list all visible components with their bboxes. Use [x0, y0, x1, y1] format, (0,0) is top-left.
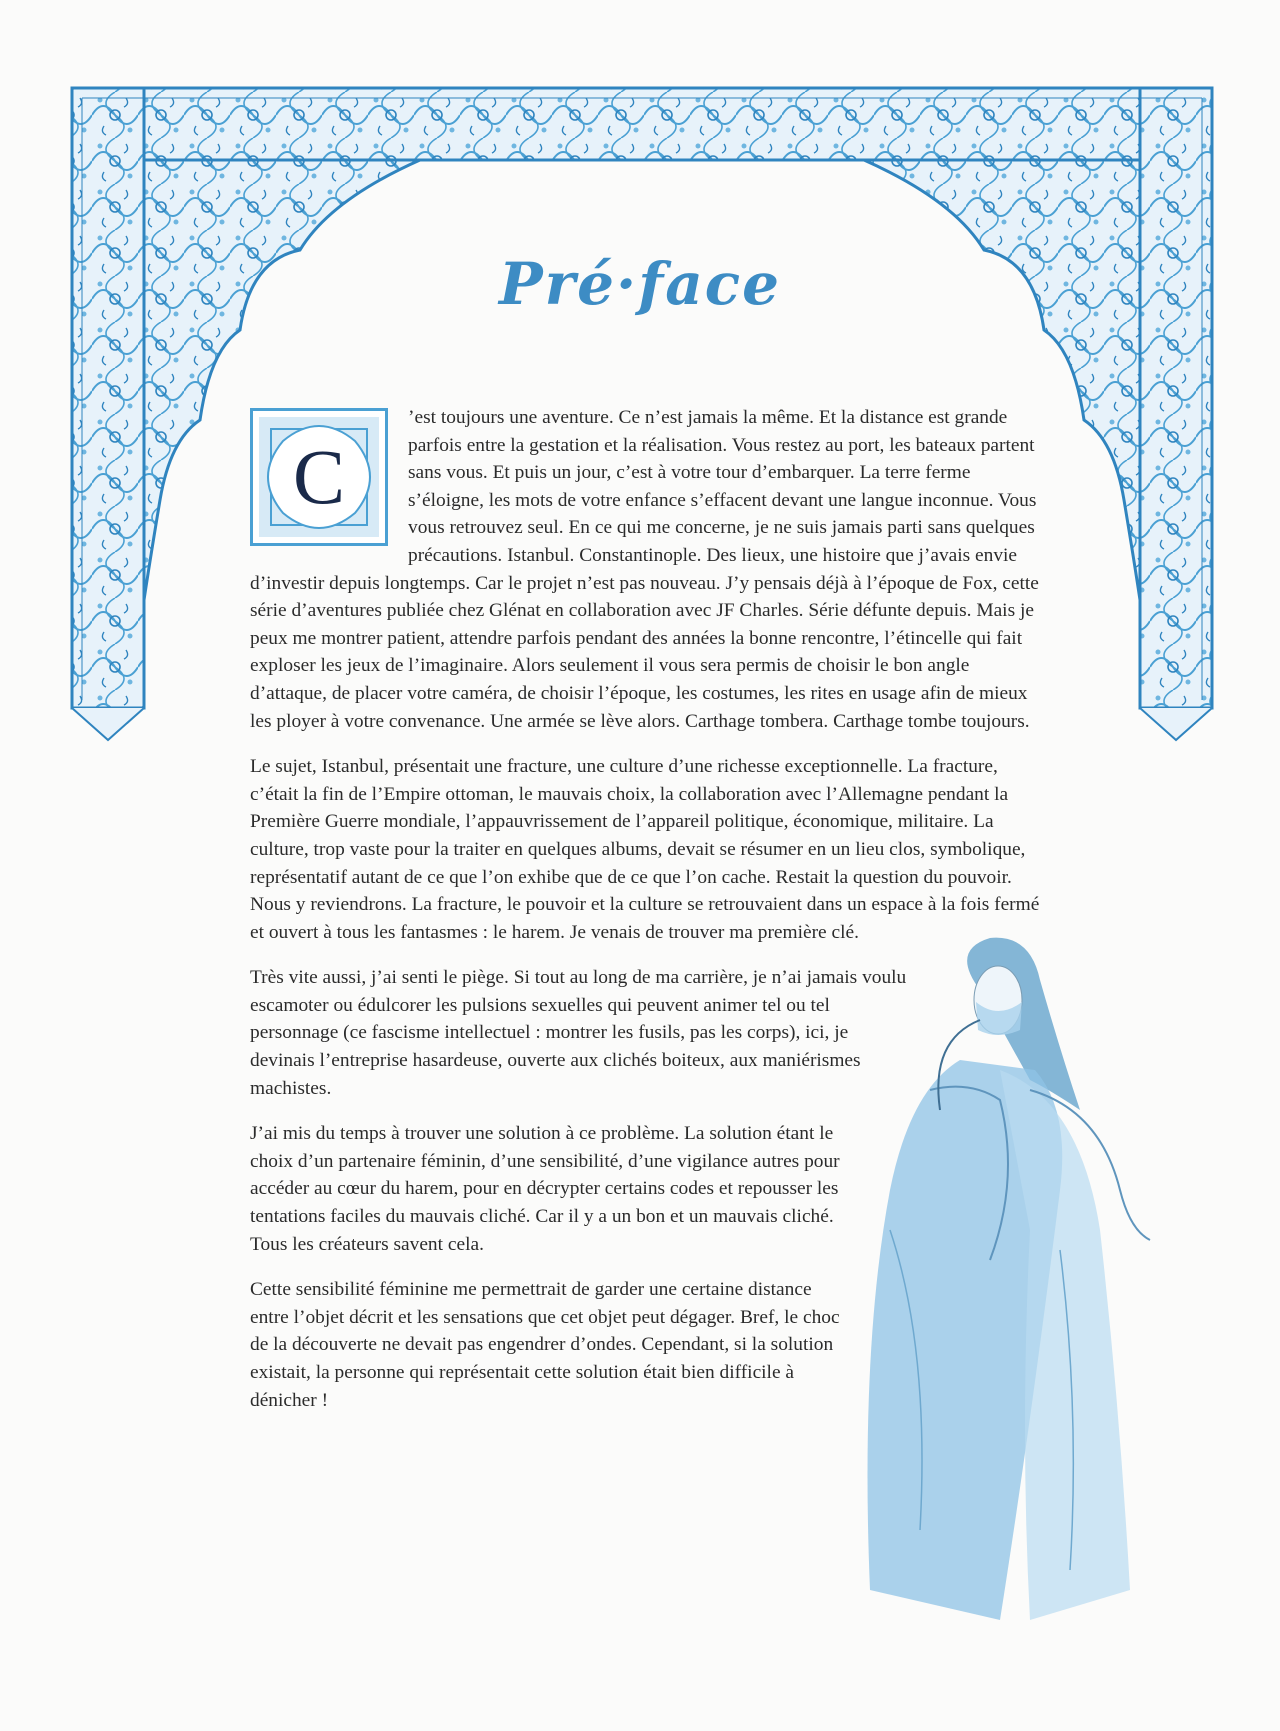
dropcap-box — [250, 408, 388, 546]
paragraph-2: Le sujet, Istanbul, présentait une fracture, une culture d’une richesse exceptionnelle. La fracture, c’était la fin de l’Empire ottoman, le mauvais choix, la collaboration avec l’Allemagne pendant la Première Guerre mondiale, l’appauvrissement de l’appareil politique, économique, militaire. La culture, trop vaste pour la traiter en quelques albums, devait se résumer en un lieu clos, symbolique, représentatif autant de ce que l’on exhibe que de ce que l’on cache. Restait la question du pouvoir. Nous y reviendrons. La fracture, le pouvoir et la culture se retrouvaient dans un espace à la fois fermé et ouvert à tous les fantasmes : le harem. Je venais de trouver ma première clé. — [250, 756, 1040, 943]
paragraph-3: Très vite aussi, j’ai senti le piège. Si tout au long de ma carrière, je n’ai jamais voulu escamoter ou édulcorer les pulsions sexuelles qui peuvent animer tel ou tel personnage (ce fascisme intellectuel : montrer les fusils, pas les corps), ici, je devinais l’entreprise hasardeuse, ouverte aux clichés boiteux, aux maniérismes machistes. — [250, 967, 907, 1099]
page-title: Pré·face — [498, 250, 781, 318]
paragraph-1: ’est toujours une aventure. Ce n’est jamais la même. Et la distance est grande parfois entre la gestation et la réalisation. Vous restez au port, les bateaux partent sans vous. Et puis un jour, c’est à votre tour d’embarquer. La terre ferme s’éloigne, les mots de votre enfance s’effacent devant une langue inconnue. Vous vous retrouvez seul. En ce qui me concerne, je ne suis jamais parti sans quelques précautions. Istanbul. Constantinople. Des lieux, une histoire que j’avais envie d’investir depuis longtemps. Car le projet n’est pas nouveau. J’y pensais déjà à l’époque de Fox, cette série d’aventures publiée chez Glénat en collaboration avec JF Charles. Série défunte depuis. Mais je peux me montrer patient, attendre parfois pendant des années la bonne rencontre, l’étincelle qui fait exploser les jeux de l’imaginaire. Alors seulement il vous sera permis de choisir le bon angle d’attaque, de placer votre caméra, de choisir l’époque, les costumes, les rites en usage afin de mieux les ployer à votre convenance. Une armée se lève alors. Carthage tombera. Carthage tombe toujours. — [250, 407, 1039, 732]
paragraph-4: J’ai mis du temps à trouver une solution à ce problème. La solution étant le choix d’un partenaire féminin, d’une sensibilité, d’une vigilance autres pour accéder au cœur du harem, pour en décrypter certains codes et repousser les tentations faciles du mauvais cliché. Car il y a un bon et un mauvais cliché. Tous les créateurs savent cela. — [250, 1123, 840, 1255]
veiled-woman-illustration — [830, 930, 1170, 1630]
paragraph-5: Cette sensibilité féminine me permettrait de garder une certaine distance entre l’objet décrit et les sensations que cet objet peut dégager. Bref, le choc de la découverte ne devait pas engendrer d’ondes. Cependant, si la solution existait, la personne qui représentait cette solution était bien difficile à dénicher ! — [250, 1279, 840, 1411]
dropcap-letter: C — [292, 433, 346, 521]
